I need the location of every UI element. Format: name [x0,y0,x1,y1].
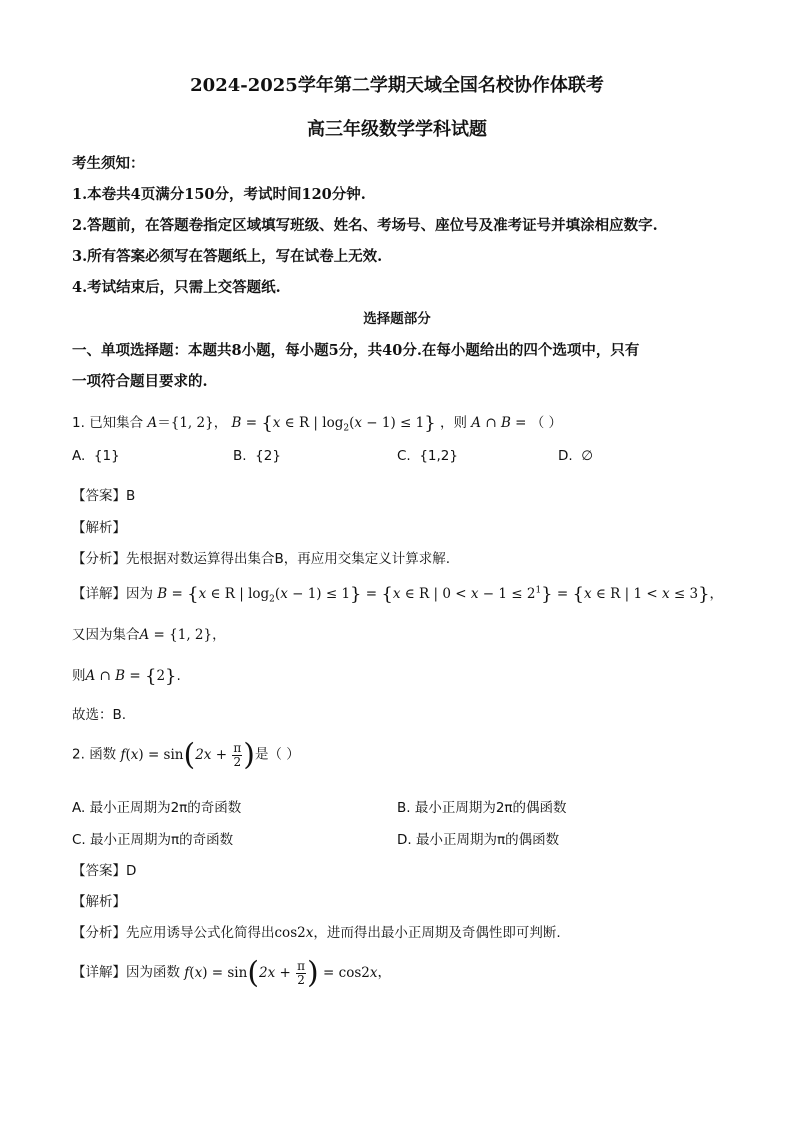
option-label: D. [558,448,573,464]
notice-heading: 考生须知： [72,155,145,172]
q2-function: f(x) = sin(2x + $\frac{\pi}{2}$ ) [120,737,255,772]
fenxi-text: 先根据对数运算得出集合B，再应用交集定义计算求解. [126,551,451,567]
q1-stem-end: （ ） [530,415,563,431]
q1-option-b [233,448,281,464]
q1-detail-line2: 又因为集合A = {1, 2}， [72,627,226,643]
detail-pre: 因为函数 [126,964,180,981]
q1-set-a: A＝{1, 2} [147,415,214,431]
q1-intersection-result: A ∩ B = {2} [85,666,177,687]
q2-stem-pre: 函数 [89,746,117,763]
q2-detail-formula: f(x) = sin(2x + $\frac{\pi}{2}$ ) = cos2x [184,955,378,990]
q1-option-c [397,448,458,464]
section-title: 选择题部分 [363,311,431,327]
option-label: A. [72,448,86,464]
option-value: {1} [93,448,120,464]
notice-item: 1.本卷共4页满分150分，考试时间120分钟. [72,186,366,203]
fenxi-label: 【分析】 [72,551,126,567]
q2-number: 2. [72,746,85,763]
q1-intersection: A ∩ B = [471,415,531,431]
option-value: {2} [255,448,281,464]
detail-label: 【详解】 [72,964,126,981]
q1-detail-formula: B = {x ∈ R | $\log_2(x - 1) \le 1\} = \{x$ ∈ R | $0 < x - 1 \le 2^1\} = \{x$ ∈ R | 1 < x ≤ 3} [157,584,710,605]
notice-item: 2.答题前，在答题卷指定区域填写班级、姓名、考场号、座位号及准考证号并填涂相应数字. [72,217,658,234]
option-label: C. [397,448,411,464]
q1-stem-pre: 已知集合 [89,415,144,431]
option-value: ∅ [581,448,594,464]
q1-analysis-label: 【解析】 [72,520,126,536]
notice-item: 4.考试结束后，只需上交答题纸. [72,279,281,296]
q1-detail: 【详解】因为 B = {x ∈ R | $\log_2(x - 1) \le 1\} = \{x$ ∈ R | $0 < x - 1 \le 2^1\} = \{x$ ∈ R | 1 < x ≤ 3}， [72,584,724,605]
fenxi-post: ，进而得出最小正周期及奇偶性即可判断. [313,925,561,941]
fenxi-pre: 先应用诱导公式化简得出 [126,925,275,941]
exam-title: 2024-2025学年第二学期天域全国名校协作体联考 [190,75,604,96]
q1-stem-mid: ，则 [439,415,467,431]
q2-answer [72,859,136,879]
option-value: {1,2} [419,448,458,464]
answer-label: 【答案】 [72,863,126,879]
q1-number: 1. [72,415,85,431]
answer-value: D [126,863,137,879]
q2-detail: 【详解】因为函数 f(x) = sin(2x + $\frac{\pi}{2}$ ) = cos2x， [72,955,391,990]
answer-label: 【答案】 [72,488,126,504]
q1-detail-line3: 则A ∩ B = {2}. [72,666,181,687]
q1-option-a [72,448,120,464]
q2-option-d: D. 最小正周期为π的偶函数 [397,832,560,848]
q2-stem [72,737,300,772]
q1-conclusion: 故选：B. [72,707,127,723]
option-label: B. [233,448,247,464]
line2-pre: 又因为集合 [72,627,140,643]
notice-item: 3.所有答案必须写在答题纸上，写在试卷上无效. [72,248,383,265]
q1-answer [72,484,135,504]
q1-option-d [558,448,593,464]
q2-stem-end: 是（ ） [254,746,300,763]
exam-subtitle: 高三年级数学学科试题 [307,119,487,140]
q1-set-a-restate: A = {1, 2} [139,627,213,643]
section-instruction-cont: 一项符合题目要求的. [72,373,208,390]
q1-stem: 1. 已知集合 A＝{1, 2}， B = {x ∈ R | $\log_2(x - 1) \le 1$} ，则 A ∩ B = （ ） [72,413,563,434]
section-instruction: 一、单项选择题：本题共8小题，每小题5分，共40分.在每小题给出的四个选项中，只有 [72,342,640,359]
q2-cos-expr: cos2x [274,925,314,941]
answer-value: B [126,488,136,504]
detail-pre: 因为 [126,586,153,602]
q1-fenxi [72,547,450,567]
line3-pre: 则 [72,668,86,684]
q2-option-b: B. 最小正周期为2π的偶函数 [397,800,567,816]
q2-analysis-label: 【解析】 [72,894,126,910]
detail-label: 【详解】 [72,586,126,602]
q2-option-a: A. 最小正周期为2π的奇函数 [72,800,242,816]
q2-fenxi [72,921,561,941]
q2-option-c: C. 最小正周期为π的奇函数 [72,832,234,848]
fenxi-label: 【分析】 [72,925,126,941]
q1-set-b: B = {x ∈ R | $\log_2(x - 1) \le 1$} [231,413,436,434]
